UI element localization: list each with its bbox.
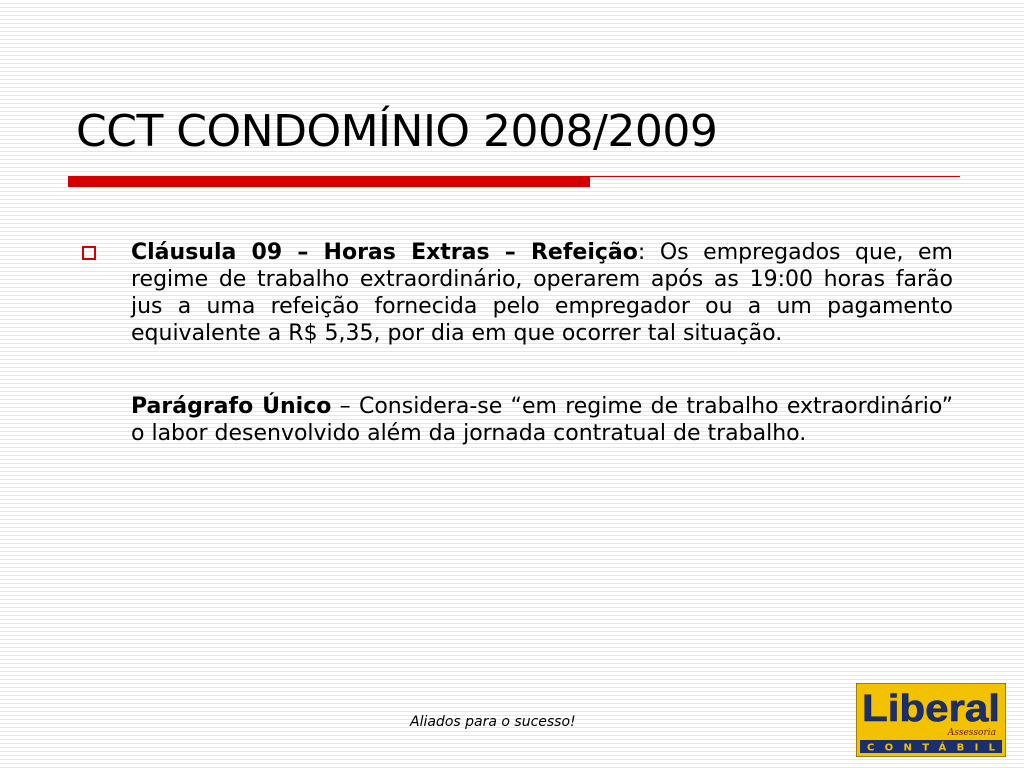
logo-subtitle: CONTÁBIL [867,742,995,754]
slide-title: CCT CONDOMÍNIO 2008/2009 [76,106,718,157]
clause-paragraph [131,239,953,347]
title-underline-thick [68,176,590,187]
clause-colon: : [637,240,646,265]
logo-tagline: Assessoria [947,728,996,738]
clause-text: Os empregados que, em regime de trabalho extraordinário, operarem após as 19:00 horas farão jus a uma refeição fornecida pelo empregador ou a um pagamento equivalente a R$ 5,35, por dia em que ocorrer tal situação. [131,240,953,346]
sole-paragraph-text: – Considera-se “em regime de trabalho extraordinário” o labor desenvolvido além da jornada contratual de trabalho. [131,394,953,446]
logo-name: Liberal [862,688,1000,730]
sole-paragraph [131,393,953,447]
footer-slogan: Aliados para o sucesso! [410,714,576,730]
title-underline-thin [590,176,960,177]
clause-heading: Cláusula 09 – Horas Extras – Refeição [131,240,638,265]
liberal-logo [856,683,1006,757]
slide-body [131,239,953,447]
square-bullet-icon [82,246,96,260]
sole-paragraph-heading: Parágrafo Único [131,394,332,419]
